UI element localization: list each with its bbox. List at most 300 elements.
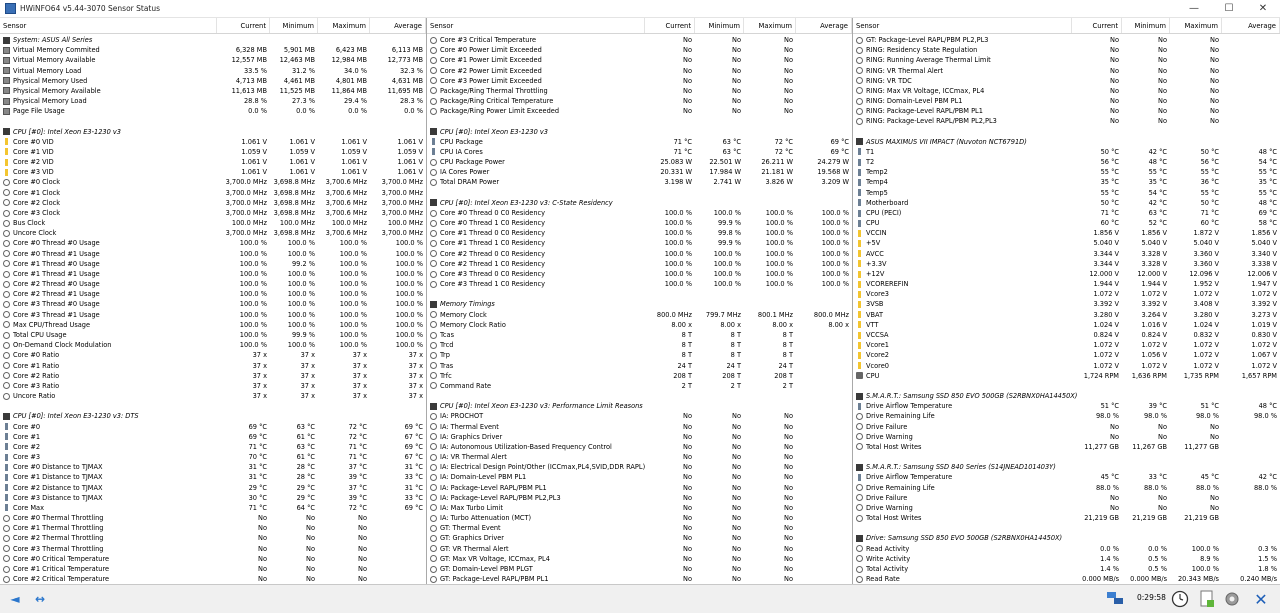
sensor-row[interactable] <box>853 432 1280 442</box>
header-current[interactable]: Current <box>1072 18 1122 33</box>
sensor-row[interactable] <box>427 35 852 45</box>
minimum-value: 63 °C <box>722 147 741 156</box>
maximize-button[interactable]: ☐ <box>1224 3 1234 14</box>
maximum-value: 3.280 V <box>1193 310 1219 319</box>
maximum-value: 100.0 % <box>765 259 793 268</box>
sensor-row[interactable] <box>0 330 426 340</box>
sensor-name: IA: Turbo Attenuation (MCT) <box>440 514 532 523</box>
sensor-row[interactable] <box>853 188 1280 198</box>
sensor-row[interactable] <box>427 269 852 279</box>
sensor-group-header[interactable] <box>0 127 426 137</box>
sensor-row[interactable] <box>0 188 426 198</box>
sensor-row[interactable] <box>427 157 852 167</box>
average-value: 800.0 MHz <box>813 310 849 319</box>
thermometer-icon <box>5 494 8 501</box>
navigate-left-button[interactable] <box>5 590 25 609</box>
header-minimum[interactable]: Minimum <box>695 18 744 33</box>
sensor-icon <box>430 413 437 420</box>
current-value: 88.0 % <box>1095 483 1119 492</box>
sensor-icon <box>430 220 437 227</box>
header-maximum[interactable]: Maximum <box>1170 18 1222 33</box>
current-value: No <box>683 97 692 106</box>
sensor-row[interactable] <box>427 310 852 320</box>
sensor-name-cell <box>427 259 645 269</box>
sensor-icon <box>3 57 10 64</box>
sensor-icon <box>430 321 437 328</box>
sensor-name: Total DRAM Power <box>440 178 500 187</box>
sensor-row[interactable] <box>427 503 852 513</box>
sensor-row[interactable] <box>427 55 852 65</box>
header-average[interactable]: Average <box>370 18 426 33</box>
sensor-row[interactable] <box>427 279 852 289</box>
current-value: 800.0 MHz <box>656 310 692 319</box>
sensor-row[interactable] <box>427 493 852 503</box>
sensor-row[interactable] <box>0 259 426 269</box>
sensor-name-cell <box>427 493 645 503</box>
sensor-row[interactable] <box>0 218 426 228</box>
sensor-row[interactable] <box>0 523 426 533</box>
sensor-row[interactable] <box>853 177 1280 187</box>
sensor-row[interactable] <box>427 350 852 360</box>
sensor-name-cell <box>853 269 1072 279</box>
sensor-row[interactable] <box>0 289 426 299</box>
average-value <box>796 564 852 574</box>
sensor-row[interactable] <box>427 533 852 543</box>
sensor-row[interactable] <box>427 422 852 432</box>
sensor-row[interactable] <box>0 462 426 472</box>
sensor-row[interactable] <box>0 106 426 116</box>
sensor-row[interactable] <box>427 238 852 248</box>
average-value: 55 °C <box>1258 188 1277 197</box>
average-value: 100.0 % <box>395 290 423 299</box>
sensor-icon <box>3 98 10 105</box>
sensor-row[interactable] <box>0 574 426 584</box>
sensor-row[interactable] <box>427 472 852 482</box>
sensor-row[interactable] <box>0 483 426 493</box>
current-value: No <box>683 432 692 441</box>
spacer-row <box>853 452 1280 462</box>
sensor-row[interactable] <box>0 177 426 187</box>
sensor-panel-1[interactable] <box>0 18 427 584</box>
sensor-row[interactable] <box>0 493 426 503</box>
sensor-row[interactable] <box>427 218 852 228</box>
sensor-row[interactable] <box>427 554 852 564</box>
maximum-value: 72 °C <box>774 147 793 156</box>
sensor-group-header[interactable] <box>853 533 1280 543</box>
sensor-row[interactable] <box>427 208 852 218</box>
sensor-row[interactable] <box>0 279 426 289</box>
header-current[interactable]: Current <box>645 18 695 33</box>
sensor-row[interactable] <box>427 66 852 76</box>
minimum-value: 37 x <box>300 392 315 401</box>
sensor-row[interactable] <box>0 86 426 96</box>
sensor-group-header[interactable] <box>427 299 852 309</box>
sensor-icon <box>430 443 437 450</box>
sensor-row[interactable] <box>853 66 1280 76</box>
maximum-value: No <box>1210 107 1219 116</box>
sensor-row[interactable] <box>853 299 1280 309</box>
sensor-row[interactable] <box>0 147 426 157</box>
sensor-row[interactable] <box>853 269 1280 279</box>
sensor-name-cell <box>427 147 645 157</box>
sensor-row[interactable] <box>853 76 1280 86</box>
sensor-row[interactable] <box>853 116 1280 126</box>
sensor-row[interactable] <box>0 361 426 371</box>
sensor-row[interactable] <box>427 96 852 106</box>
average-value: 3.338 V <box>1251 259 1277 268</box>
sensor-row[interactable] <box>0 310 426 320</box>
average-value: 1.5 % <box>1258 554 1277 563</box>
sensor-row[interactable] <box>0 157 426 167</box>
minimum-value: 33 °C <box>1148 473 1167 482</box>
sensor-row[interactable] <box>427 167 852 177</box>
sensor-row[interactable] <box>853 544 1280 554</box>
sensor-row[interactable] <box>0 513 426 523</box>
average-value <box>1222 76 1280 86</box>
sensor-row[interactable] <box>0 76 426 86</box>
sensor-icon <box>430 464 437 471</box>
maximum-value: 0.0 % <box>348 107 367 116</box>
thermometer-icon <box>858 474 861 481</box>
sensor-name: IA: Domain-Level PBM PL1 <box>440 473 527 482</box>
average-value <box>1222 106 1280 116</box>
maximum-value: 3,700.6 MHz <box>325 229 367 238</box>
sensor-name-cell <box>853 96 1072 106</box>
sensor-row[interactable] <box>427 45 852 55</box>
minimum-value: 42 °C <box>1148 147 1167 156</box>
header-current[interactable]: Current <box>217 18 270 33</box>
maximum-value: 800.1 MHz <box>757 310 793 319</box>
sensor-row[interactable] <box>853 86 1280 96</box>
sensor-row[interactable] <box>427 137 852 147</box>
sensor-row[interactable] <box>853 218 1280 228</box>
sensor-row[interactable] <box>427 513 852 523</box>
average-value <box>796 513 852 523</box>
close-sensors-button[interactable] <box>1251 590 1271 609</box>
sensor-row[interactable] <box>427 228 852 238</box>
sensor-name: Core #0 Thermal Throttling <box>13 514 104 523</box>
sensor-row[interactable] <box>853 279 1280 289</box>
sensor-row[interactable] <box>853 320 1280 330</box>
sensor-group-header[interactable] <box>427 401 852 411</box>
sensor-group-header[interactable] <box>0 35 426 45</box>
sensor-panel-3[interactable] <box>853 18 1280 584</box>
sensor-row[interactable] <box>427 523 852 533</box>
maximum-value: 11,277 GB <box>1184 442 1219 451</box>
minimum-value: 1.072 V <box>1141 341 1167 350</box>
sensor-row[interactable] <box>427 544 852 554</box>
sensor-row[interactable] <box>853 401 1280 411</box>
sensor-row[interactable] <box>853 228 1280 238</box>
current-value: 100.0 MHz <box>231 219 267 228</box>
sensor-row[interactable] <box>853 564 1280 574</box>
current-value: No <box>258 524 267 533</box>
maximum-value: 1.072 V <box>1193 341 1219 350</box>
sensor-row[interactable] <box>427 259 852 269</box>
sensor-row[interactable] <box>853 350 1280 360</box>
average-value <box>370 554 426 564</box>
sensor-icon <box>430 555 437 562</box>
sensor-row[interactable] <box>427 371 852 381</box>
sensor-row[interactable] <box>853 554 1280 564</box>
sensor-name-cell <box>853 279 1072 289</box>
timer-button[interactable] <box>1170 590 1190 609</box>
current-value: 37 x <box>252 381 267 390</box>
sensor-row[interactable] <box>853 574 1280 584</box>
sensor-row[interactable] <box>853 238 1280 248</box>
sensor-name-cell <box>427 483 645 493</box>
settings-button[interactable] <box>1222 590 1242 609</box>
sensor-icon <box>430 271 437 278</box>
sensor-name: Core #2 VID <box>13 158 54 167</box>
current-value: No <box>1110 422 1119 431</box>
current-value: No <box>683 442 692 451</box>
sensor-icon <box>430 484 437 491</box>
fan-icon <box>856 372 863 379</box>
header-sensor[interactable]: Sensor <box>853 18 1072 33</box>
sensor-row[interactable] <box>0 503 426 513</box>
sensor-row[interactable] <box>853 371 1280 381</box>
sensor-icon <box>3 311 10 318</box>
thermometer-icon <box>5 443 8 450</box>
sensor-row[interactable] <box>853 147 1280 157</box>
sensor-row[interactable] <box>853 198 1280 208</box>
current-value: 100.0 % <box>239 249 267 258</box>
sensor-name: VCCSA <box>866 330 889 339</box>
close-button[interactable]: ✕ <box>1258 3 1268 14</box>
sensor-row[interactable] <box>0 96 426 106</box>
navigate-expand-button[interactable] <box>30 590 50 609</box>
sensor-group-header[interactable] <box>427 198 852 208</box>
minimum-value: 100.0 % <box>713 259 741 268</box>
sensor-row[interactable] <box>853 45 1280 55</box>
sensor-name-cell <box>853 208 1072 218</box>
sensor-row[interactable] <box>853 472 1280 482</box>
current-value: 71 °C <box>1100 208 1119 217</box>
maximum-value: No <box>784 97 793 106</box>
sensor-row[interactable] <box>427 106 852 116</box>
sensor-name: Core #3 Thread #0 Usage <box>13 300 100 309</box>
sensor-icon <box>430 260 437 267</box>
average-value: 3.340 V <box>1251 249 1277 258</box>
sensor-row[interactable] <box>853 330 1280 340</box>
minimize-button[interactable]: — <box>1189 3 1199 14</box>
sensor-name-cell <box>0 371 217 381</box>
minimum-value: No <box>306 534 315 543</box>
current-value: 1.4 % <box>1100 564 1119 573</box>
sensor-name-cell <box>427 564 645 574</box>
current-value: No <box>683 554 692 563</box>
header-minimum[interactable]: Minimum <box>1122 18 1170 33</box>
sensor-icon <box>3 281 10 288</box>
network-button[interactable] <box>1105 590 1125 609</box>
maximum-value: 1.952 V <box>1193 280 1219 289</box>
average-value <box>796 442 852 452</box>
maximum-value: 8.00 x <box>772 320 793 329</box>
sensor-row[interactable] <box>0 432 426 442</box>
sensor-row[interactable] <box>427 361 852 371</box>
sensor-name-cell <box>0 503 217 513</box>
sensor-row[interactable] <box>0 299 426 309</box>
sensor-row[interactable] <box>427 462 852 472</box>
sensor-row[interactable] <box>853 422 1280 432</box>
sensor-row[interactable] <box>0 208 426 218</box>
sensor-name-cell <box>427 218 645 228</box>
sensor-row[interactable] <box>0 422 426 432</box>
header-minimum[interactable]: Minimum <box>270 18 318 33</box>
sensor-row[interactable] <box>427 86 852 96</box>
sensor-icon <box>430 332 437 339</box>
current-value: 25.083 W <box>660 158 692 167</box>
sensor-row[interactable] <box>427 574 852 584</box>
sensor-row[interactable] <box>0 472 426 482</box>
sensor-row[interactable] <box>853 442 1280 452</box>
sensor-row[interactable] <box>853 208 1280 218</box>
header-sensor[interactable]: Sensor <box>0 18 217 33</box>
sensor-group-header[interactable] <box>0 411 426 421</box>
sensor-name: Core #3 Clock <box>13 208 61 217</box>
sensor-name: AVCC <box>866 249 884 258</box>
sensor-row[interactable] <box>853 340 1280 350</box>
minimum-value: 100.0 % <box>287 249 315 258</box>
sensor-group-header[interactable] <box>853 391 1280 401</box>
maximum-value: 8 T <box>782 351 793 360</box>
chip-icon <box>856 138 863 145</box>
sensor-row[interactable] <box>0 137 426 147</box>
sensor-group-header[interactable] <box>427 127 852 137</box>
sensor-row[interactable] <box>427 330 852 340</box>
sensor-name: Drive Warning <box>866 432 913 441</box>
sensor-row[interactable] <box>0 238 426 248</box>
sensor-row[interactable] <box>427 381 852 391</box>
minimum-value: 100.0 % <box>713 269 741 278</box>
current-value: 71 °C <box>248 442 267 451</box>
sensor-name-cell <box>427 452 645 462</box>
sensor-row[interactable] <box>427 483 852 493</box>
sensor-row[interactable] <box>0 269 426 279</box>
maximum-value: 100.0 % <box>765 219 793 228</box>
sensor-row[interactable] <box>853 310 1280 320</box>
sensor-row[interactable] <box>853 259 1280 269</box>
sensor-row[interactable] <box>0 391 426 401</box>
sensor-row[interactable] <box>0 340 426 350</box>
current-value: 0.000 MB/s <box>1082 575 1119 584</box>
sensor-row[interactable] <box>0 55 426 65</box>
sensor-row[interactable] <box>853 55 1280 65</box>
sensor-group-header[interactable] <box>853 462 1280 472</box>
header-maximum[interactable]: Maximum <box>744 18 796 33</box>
sensor-name: Core #3 Critical Temperature <box>440 36 537 44</box>
average-value: 0.0 % <box>404 107 423 116</box>
minimum-value: 8 T <box>730 341 741 350</box>
sensor-row[interactable] <box>0 554 426 564</box>
sensor-row[interactable] <box>427 442 852 452</box>
sensor-panel-2[interactable] <box>427 18 853 584</box>
sensor-row[interactable] <box>0 564 426 574</box>
sensor-row[interactable] <box>853 513 1280 523</box>
sensor-row[interactable] <box>0 442 426 452</box>
sensor-row[interactable] <box>853 157 1280 167</box>
sensor-row[interactable] <box>853 483 1280 493</box>
sensor-row[interactable] <box>0 371 426 381</box>
sensor-row[interactable] <box>853 96 1280 106</box>
sensor-row[interactable] <box>0 350 426 360</box>
sensor-row[interactable] <box>853 503 1280 513</box>
sensor-row[interactable] <box>427 340 852 350</box>
header-sensor[interactable]: Sensor <box>427 18 645 33</box>
current-value: No <box>683 66 692 75</box>
sensor-name: IA: Autonomous Utilization-Based Frequency Control <box>440 442 612 451</box>
sensor-row[interactable] <box>0 544 426 554</box>
maximum-value: 71 °C <box>348 442 367 451</box>
sensor-name: Core #3 Power Limit Exceeded <box>440 76 542 85</box>
sensor-row[interactable] <box>427 432 852 442</box>
minimum-value: 3,698.8 MHz <box>273 188 315 197</box>
sensor-row[interactable] <box>427 411 852 421</box>
sensor-row[interactable] <box>853 289 1280 299</box>
sensor-row[interactable] <box>0 381 426 391</box>
sensor-row[interactable] <box>427 177 852 187</box>
maximum-value: 1.061 V <box>341 158 367 167</box>
thermometer-icon <box>432 148 435 155</box>
sensor-row[interactable] <box>427 320 852 330</box>
sensor-row[interactable] <box>853 361 1280 371</box>
sensor-row[interactable] <box>427 564 852 574</box>
minimum-value: 0.5 % <box>1148 564 1167 573</box>
header-average[interactable]: Average <box>1222 18 1280 33</box>
sensor-icon <box>430 87 437 94</box>
minimum-value: 88.0 % <box>1143 483 1167 492</box>
sensor-row[interactable] <box>853 35 1280 45</box>
sensor-row[interactable] <box>427 249 852 259</box>
sensor-row[interactable] <box>853 167 1280 177</box>
sensor-row[interactable] <box>0 167 426 177</box>
sensor-row[interactable] <box>0 249 426 259</box>
current-value: No <box>683 575 692 584</box>
current-value: 100.0 % <box>239 290 267 299</box>
average-value <box>796 361 852 371</box>
header-maximum[interactable]: Maximum <box>318 18 370 33</box>
spacer-row <box>853 127 1280 137</box>
sensor-name-cell <box>0 208 217 218</box>
sensor-row[interactable] <box>0 228 426 238</box>
sensor-row[interactable] <box>427 147 852 157</box>
add-report-button[interactable] <box>1197 590 1217 609</box>
average-value <box>796 422 852 432</box>
header-average[interactable]: Average <box>796 18 852 33</box>
sensor-row[interactable] <box>853 493 1280 503</box>
minimum-value: 52 °C <box>1148 219 1167 228</box>
sensor-row[interactable] <box>0 452 426 462</box>
sensor-row[interactable] <box>853 411 1280 421</box>
sensor-row[interactable] <box>0 320 426 330</box>
sensor-row[interactable] <box>427 452 852 462</box>
sensor-row[interactable] <box>427 76 852 86</box>
maximum-value: 3,700.6 MHz <box>325 188 367 197</box>
sensor-row[interactable] <box>853 106 1280 116</box>
sensor-name: VCCIN <box>866 229 887 238</box>
sensor-row[interactable] <box>0 45 426 55</box>
maximum-value: 100.0 % <box>339 310 367 319</box>
sensor-row[interactable] <box>853 249 1280 259</box>
sensor-name-cell <box>427 96 645 106</box>
minimum-value: 3,698.8 MHz <box>273 208 315 217</box>
sensor-name-cell <box>0 259 217 269</box>
sensor-row[interactable] <box>0 533 426 543</box>
sensor-row[interactable] <box>0 198 426 208</box>
sensor-group-header[interactable] <box>853 137 1280 147</box>
sensor-row[interactable] <box>0 66 426 76</box>
